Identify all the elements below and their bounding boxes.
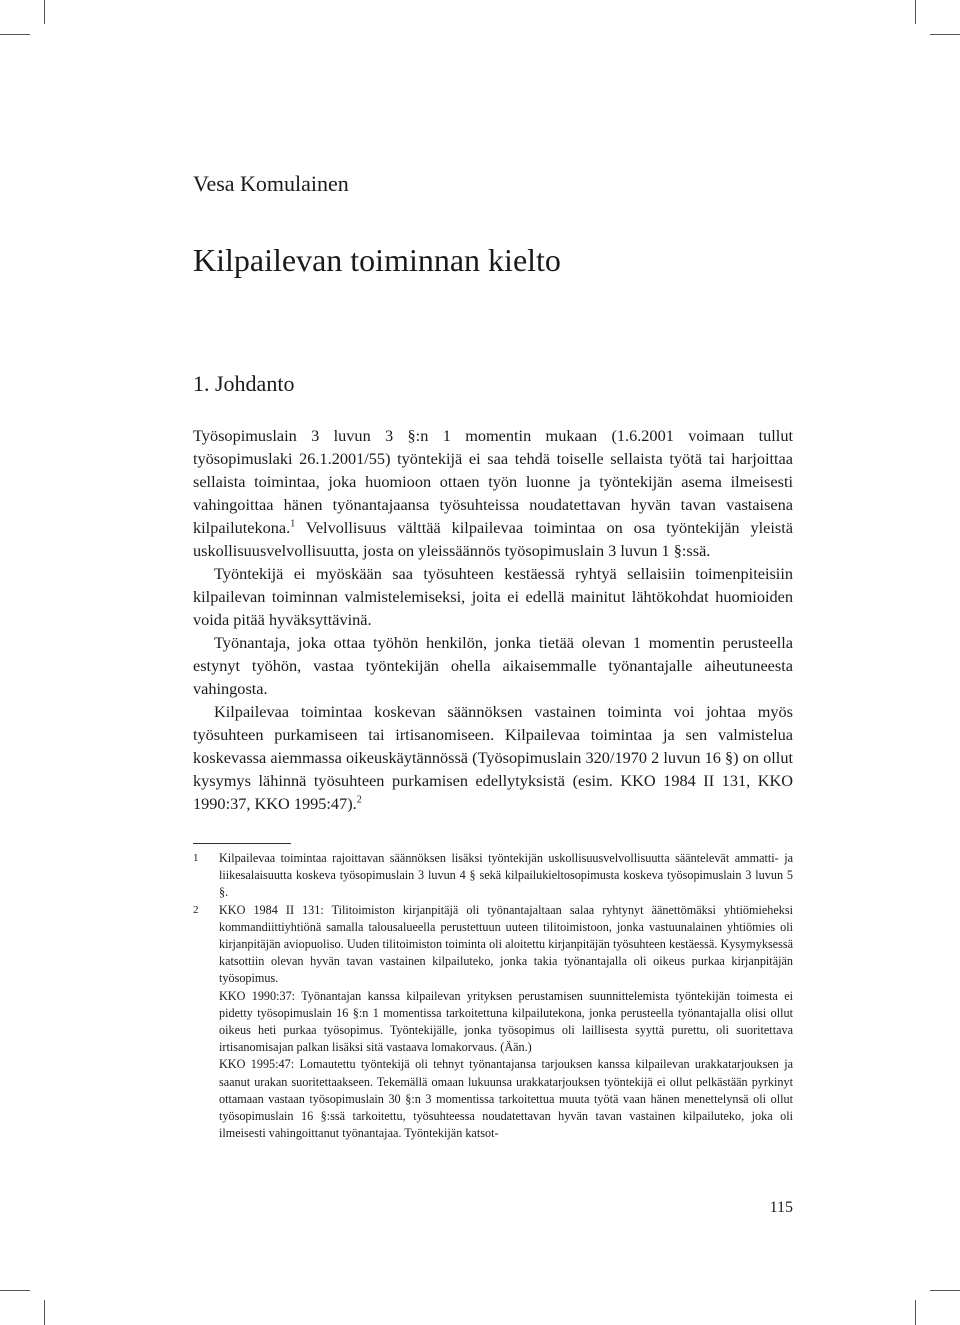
paragraph	[193, 424, 793, 562]
paragraph-text: Velvollisuus välttää kilpailevaa toimintaa on osa työntekijän yleistä uskollisuusvelvollisuutta, josta on yleissäännös työsopimuslain 3 luvun 1 §:ssä.	[193, 518, 793, 560]
crop-mark	[0, 1290, 30, 1291]
paragraph-text: Työnantaja, joka ottaa työhön henkilön, jonka tietää olevan 1 momentin perusteella estynyt työhön, vastaa työntekijän ohella aikaisemmalle työnantajalle aiheutuneesta vahingosta.	[193, 633, 793, 698]
body-text	[193, 424, 793, 815]
paragraph	[193, 562, 793, 631]
crop-mark	[915, 0, 916, 24]
footnotes	[193, 850, 793, 1142]
paragraph-text: Kilpailevaa toimintaa koskevan säännöksen vastainen toiminta voi johtaa myös työsuhteen purkamiseen tai irtisanomiseen. Kilpailevaa toimintaa ja sen valmistelua koskevassa aiemmassa oikeuskäytännössä (Työsopimuslain 320/1970 2 luvun 16 §) on ollut kysymys lähinnä työsuhteen purkamisen edellytyksistä (esim. KKO 1984 II 131, KKO 1990:37, KKO 1995:47).	[193, 702, 793, 813]
crop-mark	[915, 1300, 916, 1325]
footnote-number: 2	[193, 903, 199, 916]
author-name: Vesa Komulainen	[193, 171, 349, 196]
footnote	[193, 902, 793, 1143]
article-title: Kilpailevan toiminnan kielto	[193, 242, 561, 278]
footnote-reference: 2	[356, 794, 362, 806]
paragraph-text: Työsopimuslain 3 luvun 3 §:n 1 momentin mukaan (1.6.2001 voimaan tullut työsopimuslaki 26.1.2001/55) työntekijä ei saa tehdä toiselle sellaista työtä tai harjoittaa sellaista toimintaa, joka huomioon ottaen työn luonne ja työntekijän asema ilmeisesti vahingoittaa hänen työnantajaansa työsuhteissa noudatettavan hyvän tavan vastaisena kilpailutekona.	[193, 426, 793, 537]
footnote-text	[219, 850, 793, 902]
footnote-number: 1	[193, 852, 199, 864]
paragraph-text: Työntekijä ei myöskään saa työsuhteen kestäessä ryhtyä sellaisiin toimenpiteisiin kilpailevan toiminnan valmistelemiseksi, joita ei edellä mainitut lähtökohdat huomioiden voida pitää hyväksyttävinä.	[193, 564, 793, 629]
footnote-paragraph: KKO 1984 II 131: Tilitoimiston kirjanpitäjä oli työnantajaltaan salaa ryhtynyt äänettömäksi yhtiömieheksi kommandiittiyhtiönä samalla talousalueella perustettuun uuteen tilitoimistoon, jonka vastuunalainen yhtiömies oli kirjanpitäjän aviopuoliso. Uuden tilitoimiston toiminta oli aloitettu kirjanpitäjän työsuhteen kestäessä. Kysymyksessä katsottiin olevan hyvän tavan vastainen kilpailuteko, jonka takia työnantajalla oli oikeus purkaa kirjanpitäjän työsopimus.	[219, 902, 793, 986]
crop-mark	[930, 1290, 960, 1291]
footnote-paragraph: KKO 1990:37: Työnantajan kanssa kilpailevan yrityksen perustamisen suunnittelemista työntekijän toimesta ei pidetty työsopimuslain 16 §:n 1 momentissa tarkoitettuna kilpailutekona, jonka perusteella työnantajalla olisi ollut oikeus heti purkaa työsopimus. Työntekijälle, jonka työsopimus oli laillisesta syyttä purettu, oli suoritettava irtisanomisajan palkan lisäksi sitä vastaava lomakorvaus. (Ään.)	[219, 988, 793, 1055]
crop-mark	[44, 1300, 45, 1325]
footnote-text	[219, 902, 793, 1143]
footnote-reference: 1	[290, 518, 296, 530]
crop-mark	[44, 0, 45, 24]
paragraph	[193, 631, 793, 700]
crop-mark	[0, 34, 30, 35]
footnote	[193, 850, 793, 902]
crop-mark	[930, 34, 960, 35]
section-heading: 1. Johdanto	[193, 371, 295, 396]
footnote-rule	[193, 843, 291, 844]
paragraph	[193, 700, 793, 815]
page-number: 115	[769, 1199, 793, 1216]
footnote-paragraph: Kilpailevaa toimintaa rajoittavan säännöksen lisäksi työntekijän uskollisuusvelvollisuutta sääntelevät ammatti- ja liikesalaisuutta koskeva työsopimuslain 3 luvun 4 § sekä kilpailukieltosopimusta koskeva työsopimuslain 3 luvun 5 §.	[219, 851, 793, 900]
footnote-paragraph: KKO 1995:47: Lomautettu työntekijä oli tehnyt työnantajansa tarjouksen kanssa kilpailevan urakkatarjouksen ja saanut urakan suoritettaakseen. Tekemällä omaan lukuunsa urakkatarjouksen työntekijä ei ollut pelkästään pyrkinyt ottamaan vastaan työsopimuslain 30 §:n 3 momentissa tarkoitettua muuta työtä vaan hänen menettelynsä oli ollut työsopimuslain 16 §:ssä tarkoitettu, työsuhteessa noudatettavan hyvän tavan vastainen kilpailuteko, joka oli ilmeisesti vahingoittanut työnantajaa. Työntekijän katsot-	[219, 1057, 793, 1141]
